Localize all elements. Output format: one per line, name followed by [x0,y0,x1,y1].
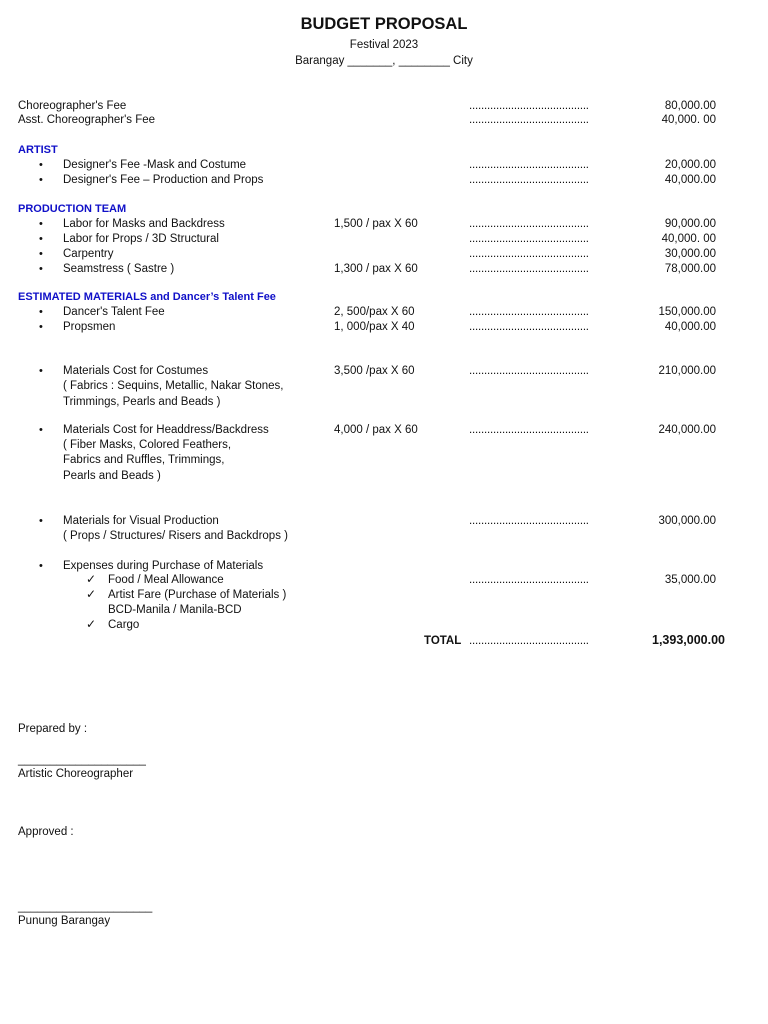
line-item-detail: ( Fiber Masks, Colored Feathers, [63,439,232,451]
line-item-rate: 1,300 / pax X 60 [334,263,418,275]
leader-dots: ........................................ [469,424,589,436]
bullet-icon: • [39,248,43,260]
line-item-label: Labor for Masks and Backdress [63,218,225,230]
bullet-icon: • [39,560,43,572]
bullet-icon: • [39,218,43,230]
line-item-rate: 1,500 / pax X 60 [334,218,418,230]
signatory-title: Artistic Choreographer [18,768,134,780]
line-item-detail: ( Fabrics : Sequins, Metallic, Nakar Stones, [63,380,284,392]
signature-line: ____________________ [18,754,146,766]
leader-dots: ........................................ [469,515,589,527]
checkmark-icon: ✓ [86,587,97,601]
leader-dots: ........................................ [469,218,589,230]
approved-label: Approved : [18,826,74,838]
choreographer-fee-amount: 80,000.00 [664,100,716,112]
bullet-icon: • [39,424,43,436]
leader-dots: ........................................ [469,321,589,333]
leader-dots: ........................................ [469,233,589,245]
line-item-detail: ( Props / Structures/ Risers and Backdrops ) [63,530,288,542]
line-item-amount: 35,000.00 [664,574,716,586]
line-item-amount: 30,000.00 [664,248,716,260]
prepared-by-label: Prepared by : [18,723,88,735]
line-item-label: Materials Cost for Costumes [63,365,209,377]
bullet-icon: • [39,233,43,245]
sub-item-detail: BCD-Manila / Manila-BCD [108,604,242,616]
line-item-label: Propsmen [63,321,116,333]
section-heading-materials: ESTIMATED MATERIALS and Dancer’s Talent Fee [18,291,276,303]
bullet-icon: • [39,174,43,186]
line-item-rate: 3,500 /pax X 60 [334,365,415,377]
section-heading-artist: ARTIST [18,144,58,156]
leader-dots: ........................................ [469,174,589,186]
signature-line: _____________________ [18,901,153,913]
line-item-amount: 40,000. 00 [661,233,716,245]
sub-item-label: Food / Meal Allowance [108,574,224,586]
line-item-detail: Fabrics and Ruffles, Trimmings, [63,454,225,466]
leader-dots: ........................................ [469,100,589,112]
line-item-label: Carpentry [63,248,114,260]
line-item-amount: 40,000.00 [664,321,716,333]
line-item-label: Labor for Props / 3D Structural [63,233,219,245]
page-subtitle: Festival 2023 [349,39,419,51]
bullet-icon: • [39,515,43,527]
line-item-label: Designer's Fee – Production and Props [63,174,264,186]
line-item-label: Dancer's Talent Fee [63,306,165,318]
line-item-label: Materials for Visual Production [63,515,219,527]
bullet-icon: • [39,365,43,377]
bullet-icon: • [39,159,43,171]
leader-dots: ........................................ [469,635,589,647]
choreographer-fee-label: Choreographer's Fee [18,100,127,112]
line-item-amount: 78,000.00 [664,263,716,275]
location-line: Barangay _______, ________ City [295,55,473,67]
leader-dots: ........................................ [469,248,589,260]
line-item-rate: 1, 000/pax X 40 [334,321,415,333]
line-item-rate: 2, 500/pax X 60 [334,306,415,318]
line-item-detail: Trimmings, Pearls and Beads ) [63,396,221,408]
leader-dots: ........................................ [469,574,589,586]
sub-item-label: Cargo [108,619,140,631]
total-amount: 1,393,000.00 [652,633,725,647]
leader-dots: ........................................ [469,114,589,126]
line-item-amount: 90,000.00 [664,218,716,230]
line-item-label: Seamstress ( Sastre ) [63,263,175,275]
line-item-rate: 4,000 / pax X 60 [334,424,418,436]
leader-dots: ........................................ [469,263,589,275]
asst-choreographer-fee-amount: 40,000. 00 [661,114,716,126]
line-item-amount: 40,000.00 [664,174,716,186]
line-item-amount: 210,000.00 [658,365,716,377]
bullet-icon: • [39,306,43,318]
section-heading-production: PRODUCTION TEAM [18,203,127,215]
page-title: BUDGET PROPOSAL [300,15,468,33]
leader-dots: ........................................ [469,306,589,318]
line-item-amount: 20,000.00 [664,159,716,171]
line-item-label: Designer's Fee -Mask and Costume [63,159,247,171]
signatory-title: Punung Barangay [18,915,111,927]
bullet-icon: • [39,321,43,333]
line-item-amount: 150,000.00 [658,306,716,318]
checkmark-icon: ✓ [86,572,97,586]
line-item-detail: Pearls and Beads ) [63,470,161,482]
line-item-amount: 300,000.00 [658,515,716,527]
total-label: TOTAL [424,635,462,647]
checkmark-icon: ✓ [86,617,97,631]
leader-dots: ........................................ [469,159,589,171]
leader-dots: ........................................ [469,365,589,377]
line-item-label: Expenses during Purchase of Materials [63,560,264,572]
sub-item-label: Artist Fare (Purchase of Materials ) [108,589,287,601]
line-item-amount: 240,000.00 [658,424,716,436]
bullet-icon: • [39,263,43,275]
line-item-label: Materials Cost for Headdress/Backdress [63,424,269,436]
asst-choreographer-fee-label: Asst. Choreographer's Fee [18,114,156,126]
